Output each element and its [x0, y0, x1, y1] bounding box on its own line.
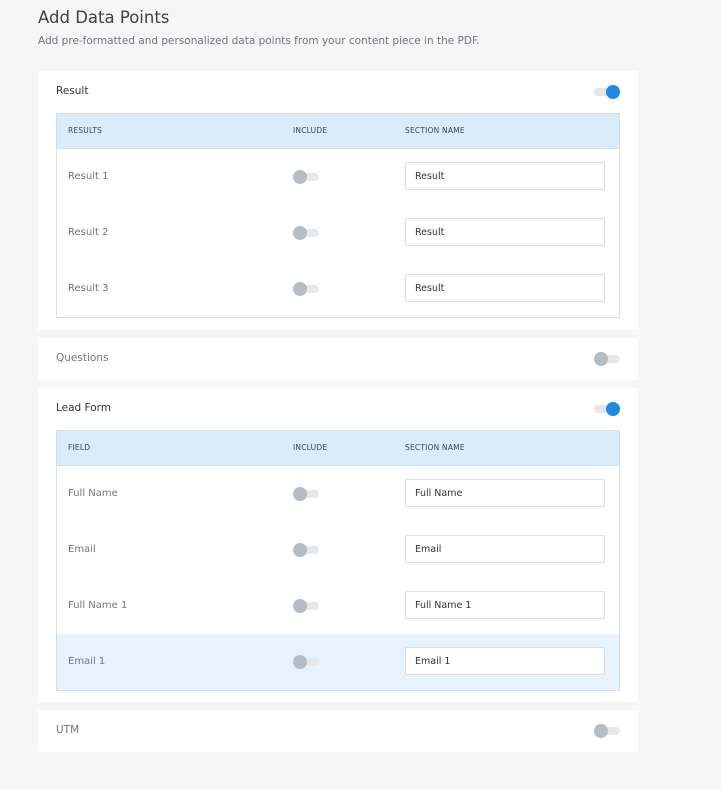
utm-section-title: UTM	[56, 724, 80, 736]
section-name-input[interactable]	[405, 591, 605, 619]
table-row	[57, 466, 619, 522]
utm-section-card	[38, 710, 638, 752]
add-data-points-page	[38, 0, 638, 736]
results-table-header	[57, 114, 619, 149]
section-name-input[interactable]	[405, 218, 605, 246]
table-row	[57, 261, 619, 317]
column-header-section-name: SECTION NAME	[405, 126, 465, 135]
toggle-knob	[293, 599, 307, 613]
section-name-input[interactable]	[405, 274, 605, 302]
result-section-toggle[interactable]	[594, 85, 620, 99]
include-toggle[interactable]	[293, 487, 319, 501]
questions-section-header	[56, 338, 620, 380]
include-toggle[interactable]	[293, 655, 319, 669]
lead-form-section-toggle[interactable]	[594, 402, 620, 416]
table-row	[57, 149, 619, 205]
table-row	[57, 205, 619, 261]
include-toggle[interactable]	[293, 226, 319, 240]
row-label: Result 2	[68, 227, 109, 238]
toggle-knob	[594, 724, 608, 738]
questions-section-toggle[interactable]	[594, 352, 620, 366]
toggle-knob	[293, 655, 307, 669]
section-name-input[interactable]	[405, 479, 605, 507]
toggle-knob	[293, 543, 307, 557]
table-row	[57, 578, 619, 634]
lead-form-table-header	[57, 431, 619, 466]
page-title: Add Data Points	[38, 8, 170, 27]
column-header-include: INCLUDE	[293, 443, 328, 452]
utm-section-header	[56, 710, 620, 752]
table-row	[57, 522, 619, 578]
utm-section-toggle[interactable]	[594, 724, 620, 738]
questions-section-title: Questions	[56, 352, 109, 364]
toggle-knob	[594, 352, 608, 366]
table-row	[57, 634, 619, 690]
section-name-input[interactable]	[405, 535, 605, 563]
page-subtitle: Add pre-formatted and personalized data points from your content piece in the PDF.	[38, 35, 480, 47]
toggle-knob	[293, 170, 307, 184]
include-toggle[interactable]	[293, 599, 319, 613]
toggle-knob	[293, 226, 307, 240]
row-label: Full Name 1	[68, 600, 128, 611]
row-label: Email	[68, 544, 96, 555]
row-label: Full Name	[68, 488, 118, 499]
include-toggle[interactable]	[293, 170, 319, 184]
lead-form-table	[56, 430, 620, 691]
row-label: Result 1	[68, 171, 109, 182]
lead-form-section-title: Lead Form	[56, 402, 112, 414]
column-header-field: FIELD	[68, 443, 91, 452]
results-table	[56, 113, 620, 318]
section-name-input[interactable]	[405, 647, 605, 675]
result-section-card	[38, 71, 638, 330]
column-header-section-name: SECTION NAME	[405, 443, 465, 452]
questions-section-card	[38, 338, 638, 380]
toggle-knob	[606, 85, 620, 99]
column-header-results: RESULTS	[68, 126, 103, 135]
section-name-input[interactable]	[405, 162, 605, 190]
include-toggle[interactable]	[293, 282, 319, 296]
toggle-knob	[293, 282, 307, 296]
lead-form-section-card	[38, 388, 638, 702]
row-label: Result 3	[68, 283, 109, 294]
toggle-knob	[293, 487, 307, 501]
row-label: Email 1	[68, 656, 106, 667]
toggle-knob	[606, 402, 620, 416]
result-section-title: Result	[56, 85, 89, 97]
include-toggle[interactable]	[293, 543, 319, 557]
result-section-header	[56, 71, 620, 113]
column-header-include: INCLUDE	[293, 126, 328, 135]
lead-form-section-header	[56, 388, 620, 430]
